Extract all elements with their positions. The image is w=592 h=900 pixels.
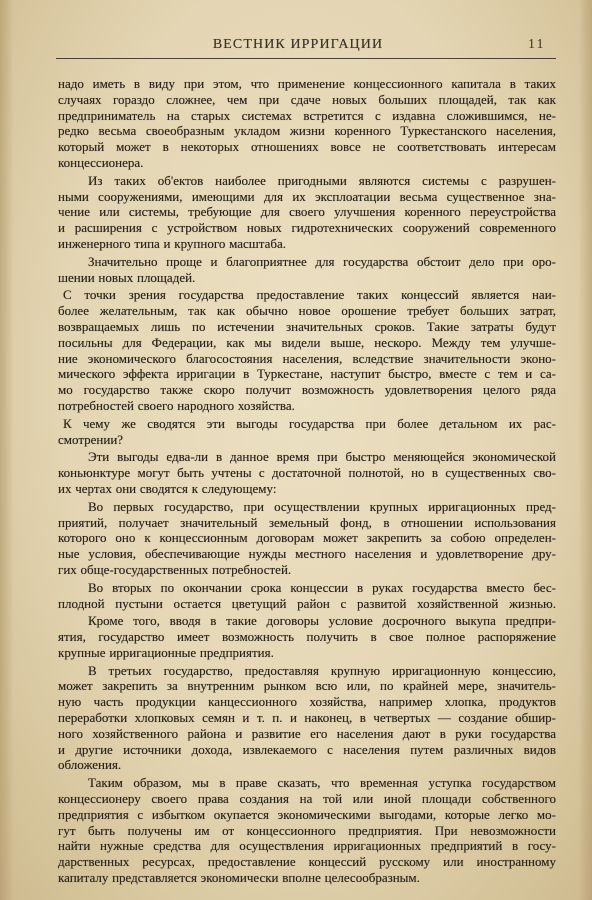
text-line: Значительно проще и благоприятнее для государства обстоит дело при оро- [88, 253, 556, 269]
text-line: гих обще-государственных потребностей. [58, 561, 292, 577]
text-line: В третьих государство, предоставляя крупную ирригационную концессию, [88, 662, 556, 678]
text-line: Эти выгоды едва-ли в данное время при быстро меняющейся экономической [88, 449, 556, 465]
paragraph [58, 254, 556, 286]
text-line: предприниматель на старых системах встретится с издавна сложившимся, не- [58, 107, 556, 123]
paragraph [58, 173, 556, 252]
text-line: найти нужные средства для осуществления ирригационных предприятий в госу- [58, 838, 556, 854]
text-line: Во первых государство, при осуществлении крупных ирригационных пред- [88, 498, 556, 514]
text-line: приятий, получает значительный земельный фонд, в отношении использования [58, 514, 556, 530]
text-line: С точки зрения государства предоставление таких концессий является наи- [63, 287, 556, 303]
paragraph [58, 76, 556, 171]
text-line: которого оно к концессионным договорам может закрепить за собою определен- [58, 530, 556, 546]
body-text [58, 76, 556, 886]
text-line: дарственных ресурсах, предоставление концессий русскому или иностранному [58, 854, 556, 870]
text-line: ного хозяйственного района и развитие его населения дают в руки государства [58, 725, 556, 741]
text-line: надо иметь в виду при этом, что применение концессионного капитала в таких [58, 76, 556, 91]
text-line: переработки хлопковых семян и т. п. и наконец, в четвертых — создание обшир- [58, 710, 556, 726]
paragraph [58, 580, 556, 612]
paragraph [58, 663, 556, 774]
text-line: капиталу представляется экономически вполне целесообразным. [58, 870, 420, 886]
text-line: Из таких об'ектов наиболее пригодными являются системы с разрушен- [88, 172, 556, 188]
paragraph [58, 287, 556, 413]
text-line: инженерного типа и крупного масштаба. [58, 235, 287, 251]
text-line: концессионера. [58, 154, 144, 170]
text-line: редко весьма своеобразным укладом жизни коренного Туркестанского населения, [58, 123, 556, 139]
text-line: ными сооружениями, имеющими для их эксплоатации весьма существенное зна- [58, 188, 556, 204]
text-line: Во вторых по окончании срока концессии в руках государства вместо бес- [88, 579, 556, 595]
paragraph [58, 499, 556, 578]
text-line: предприятия с избытком окупается экономическими выгодами, которые легко мо- [58, 806, 556, 822]
text-line: концессионеру своего права создания на той или иной площади собственного [58, 791, 556, 807]
text-line: мо государство также скоро получит возможность удовлетворения целого ряда [58, 382, 556, 398]
text-line: коньюнктуре могут быть учтены с достаточной полнотой, но в существенных сво- [58, 465, 556, 481]
text-line: и другие источники дохода, извлекаемого с населения путем различных видов [58, 741, 556, 757]
text-line: шении новых площадей. [58, 269, 196, 285]
paragraph [58, 416, 556, 448]
running-head-title: ВЕСТНИК ИРРИГАЦИИ [212, 37, 384, 52]
text-line: плодной пустыни остается цветущий район с развитой хозяйственной жизнью. [58, 595, 556, 611]
text-line: потребностей своего народного хозяйства. [58, 397, 295, 413]
text-line: случаях гораздо сложнее, чем при сдаче новых больших площадей, так как [58, 91, 556, 107]
text-line: ную часть продукции канцессионного хозяйства, например хлопка, продуктов [58, 694, 556, 710]
text-line: который может в некоторых отношениях вовсе не соответствовать интересам [58, 139, 556, 155]
text-line: посильны для Федерации, как мы видели выше, нескоро. Между тем улучше- [58, 334, 556, 350]
paper-edge-shade-right [578, 0, 592, 900]
text-line: К чему же сводятся эти выгоды государства при более детальном их рас- [63, 415, 556, 431]
paragraph [58, 613, 556, 660]
text-line: Таким образом, мы в праве сказать, что временная уступка государством [88, 775, 556, 791]
paragraph [58, 449, 556, 496]
text-line: смотрении? [58, 431, 124, 447]
text-line: чение или системы, требующие для своего улучшения коренного переустройства [58, 204, 556, 220]
text-line: ные условия, обеспечивающие нужды местного населения и удовлетворение дру- [58, 546, 556, 562]
text-line: ятия, государство имеет возможность получить в свое полное распоряжение [58, 629, 556, 645]
text-line: может закрепить за внутренним рынком всю или, по крайней мере, значитель- [58, 678, 556, 694]
text-line: мического эффекта ирригации в Туркестане, наступит быстро, вместе с тем и са- [58, 366, 556, 382]
text-line: и расширения с устройством новых гидротехнических сооружений современного [58, 220, 556, 236]
text-line: ние экономического благосостояния населения, вследствие значительности эконо- [58, 350, 556, 366]
header-rule [56, 58, 556, 59]
text-line: обложения. [58, 757, 122, 773]
paper-edge-shade-left [0, 0, 14, 900]
text-line: их чертах они сводятся к следующему: [58, 480, 277, 496]
text-line: Кроме того, вводя в такие договоры условие досрочного выкупа предпри- [88, 613, 556, 629]
text-line: более желательным, так как обычно новое орошение требует больших затрат, [58, 303, 556, 319]
text-line: крупные ирригационные предприятия. [58, 644, 274, 660]
text-line: гут быть получены им от концессионного предприятия. При невозможности [58, 822, 556, 838]
text-line: возвращаемых лишь по истечении значительных сроков. Такие затраты будут [58, 318, 556, 334]
page-number: 11 [528, 37, 546, 52]
paragraph [58, 775, 556, 886]
